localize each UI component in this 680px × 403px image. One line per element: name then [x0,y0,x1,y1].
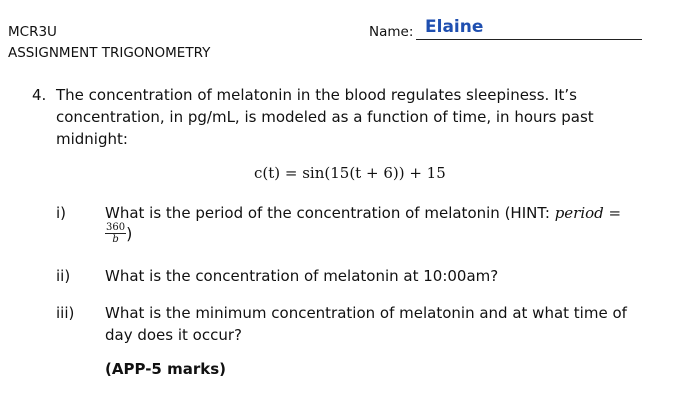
course-code: MCR3U [8,24,57,40]
hint-formula: period = [554,204,622,222]
part-ii-text: What is the concentration of melatonin at 10:00am? [105,267,499,285]
fraction-denominator: b [112,234,119,245]
marks-label: (APP-5 marks) [105,360,226,378]
fraction [105,222,126,245]
closing-paren: ) [126,224,133,243]
part-iii-label: iii) [56,304,75,322]
assignment-title: ASSIGNMENT TRIGONOMETRY [8,45,211,61]
part-i-label: i) [56,204,67,222]
hint-fraction [105,222,132,245]
name-label: Name: [369,24,414,40]
question-number: 4. [32,86,47,104]
part-i-text [105,202,621,224]
part-i-question: What is the period of the concentration of melatonin (HINT: [105,204,555,222]
question-line-1: The concentration of melatonin in the blood regulates sleepiness. It’s [56,86,577,104]
name-underline [416,39,642,40]
part-iii-line-2: day does it occur? [105,326,242,344]
fraction-numerator: 360 [106,222,126,233]
part-ii-label: ii) [56,267,71,285]
part-iii-line-1: What is the minimum concentration of melatonin and at what time of [105,304,627,322]
student-name: Elaine [425,17,484,37]
equation: c(t) = sin(15(t + 6)) + 15 [254,164,446,182]
question-line-2: concentration, in pg/mL, is modeled as a function of time, in hours past [56,108,594,126]
question-line-3: midnight: [56,130,128,148]
